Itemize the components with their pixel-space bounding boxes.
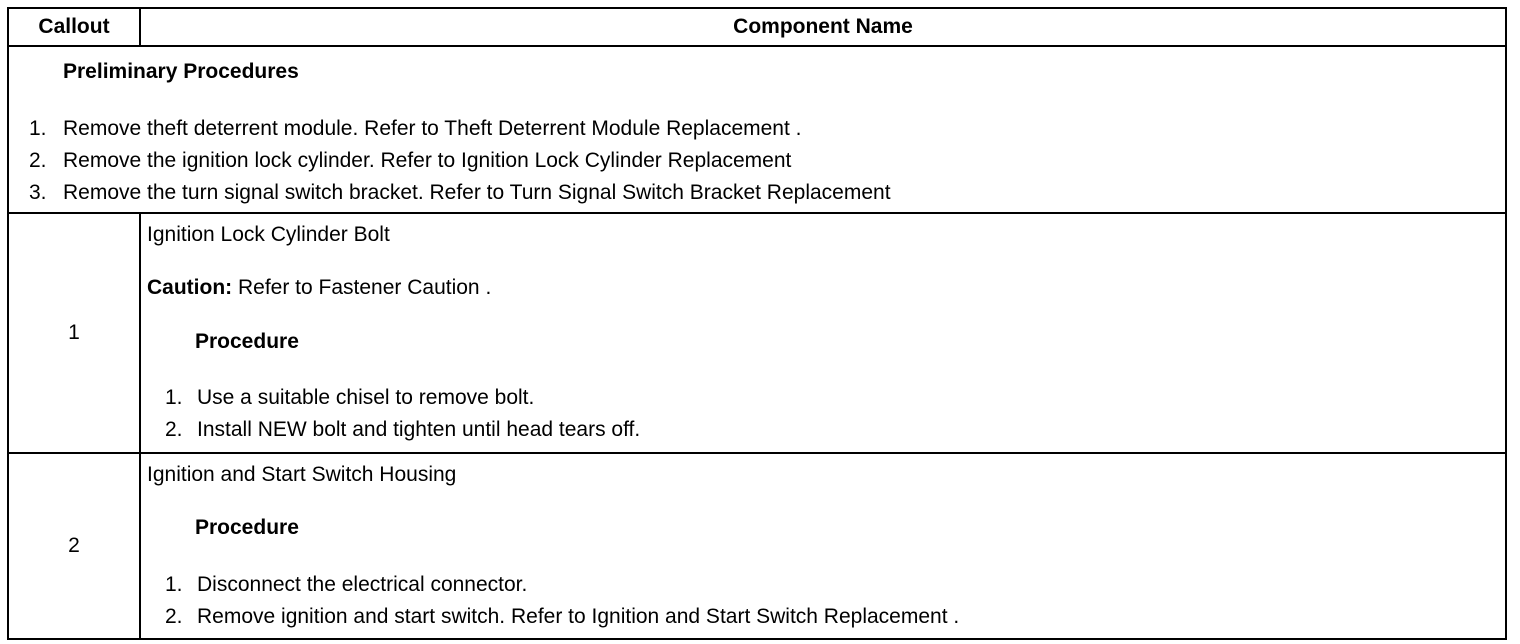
caution-label: Caution: <box>147 276 233 300</box>
preliminary-step <box>25 112 1505 144</box>
step-number: 1. <box>29 116 47 140</box>
table-header-row <box>8 8 1506 46</box>
component-title: Ignition and Start Switch Housing <box>147 462 457 486</box>
procedure-heading: Procedure <box>195 329 299 353</box>
preliminary-heading: Preliminary Procedures <box>63 60 299 83</box>
table-row <box>8 213 1506 453</box>
step-text: Remove the ignition lock cylinder. Refer to Ignition Lock Cylinder Replacement <box>63 148 792 172</box>
header-component-name: Component Name <box>140 8 1506 46</box>
component-title: Ignition Lock Cylinder Bolt <box>147 223 390 247</box>
caution-text: Refer to Fastener Caution . <box>232 276 492 300</box>
callout-number: 1 <box>8 213 140 453</box>
procedure-heading: Procedure <box>195 515 299 539</box>
header-callout: Callout <box>8 8 140 46</box>
procedure-step <box>161 568 1505 600</box>
step-text: Remove theft deterrent module. Refer to Theft Deterrent Module Replacement . <box>63 116 802 140</box>
preliminary-step <box>25 176 1505 208</box>
procedure-step <box>161 600 1505 632</box>
step-text: Install NEW bolt and tighten until head tears off. <box>197 418 641 442</box>
procedure-steps <box>147 568 1505 632</box>
callout-number: 2 <box>8 453 140 639</box>
preliminary-row <box>8 46 1506 213</box>
procedure-step <box>161 414 1505 446</box>
step-number: 2. <box>29 148 47 172</box>
step-text: Use a suitable chisel to remove bolt. <box>197 386 535 410</box>
procedure-steps <box>147 382 1505 446</box>
preliminary-cell <box>8 46 1506 213</box>
caution-note <box>147 275 1505 300</box>
step-text: Disconnect the electrical connector. <box>197 572 528 596</box>
component-cell <box>140 453 1506 639</box>
step-number: 1. <box>165 572 183 596</box>
component-table <box>7 7 1507 640</box>
step-number: 3. <box>29 180 47 204</box>
component-cell <box>140 213 1506 453</box>
table-row <box>8 453 1506 639</box>
step-text: Remove the turn signal switch bracket. Refer to Turn Signal Switch Bracket Replacement <box>63 180 891 204</box>
step-number: 2. <box>165 604 183 628</box>
step-text: Remove ignition and start switch. Refer to Ignition and Start Switch Replacement . <box>197 604 960 628</box>
preliminary-step <box>25 144 1505 176</box>
step-number: 1. <box>165 386 183 410</box>
step-number: 2. <box>165 418 183 442</box>
procedure-step <box>161 382 1505 414</box>
preliminary-steps <box>25 112 1505 208</box>
